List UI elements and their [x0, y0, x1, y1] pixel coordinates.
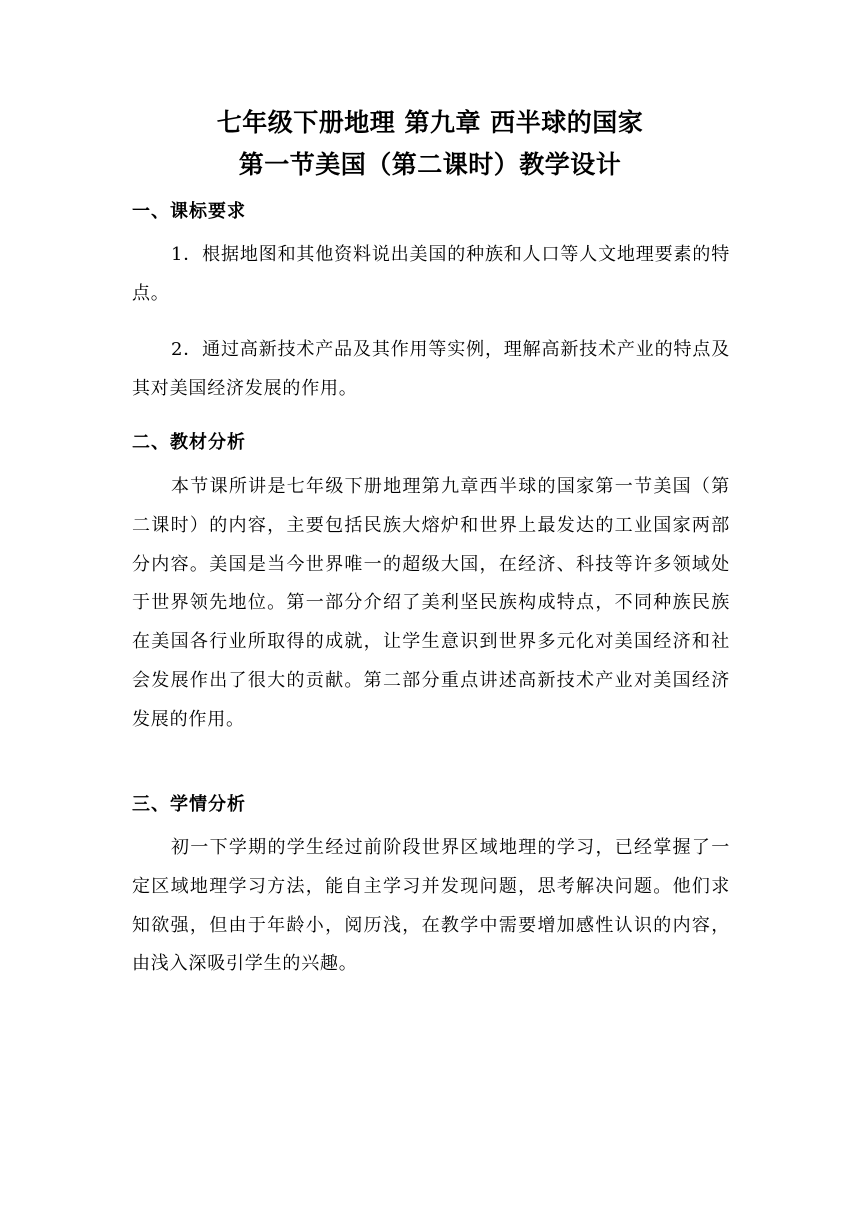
document-title-line1: 七年级下册地理 第九章 西半球的国家 — [216, 108, 644, 137]
paragraph-student-analysis: 初一下学期的学生经过前阶段世界区域地理的学习，已经掌握了一定区域地理学习方法，能自主学习并发现问题，思考解决问题。他们求知欲强，但由于年龄小，阅历浅，在教学中需要增加感性认识的内容，由浅入深吸引学生的兴趣。 — [132, 837, 730, 975]
section-heading-curriculum-requirements: 一、课标要求 — [132, 201, 246, 222]
document-title-line2: 第一节美国（第二课时）教学设计 — [238, 150, 622, 179]
paragraph-textbook-analysis: 本节课所讲是七年级下册地理第九章西半球的国家第一节美国（第二课时）的内容，主要包括民族大熔炉和世界上最发达的工业国家两部分内容。美国是当今世界唯一的超级大国，在经济、科技等许多领域处于世界领先地位。第一部分介绍了美利坚民族构成特点，不同种族民族在美国各行业所取得的成就，让学生意识到世界多元化对美国经济和社会发展作出了很大的贡献。第二部分重点讲述高新技术产业对美国经济发展的作用。 — [132, 476, 730, 730]
paragraph-requirement-1: 1．根据地图和其他资料说出美国的种族和人口等人文地理要素的特点。 — [132, 244, 730, 304]
section-heading-textbook-analysis: 二、教材分析 — [132, 432, 246, 453]
paragraph-requirement-2: 2．通过高新技术产品及其作用等实例，理解高新技术产业的特点及其对美国经济发展的作用。 — [132, 339, 730, 399]
section-heading-student-analysis: 三、学情分析 — [132, 794, 246, 815]
